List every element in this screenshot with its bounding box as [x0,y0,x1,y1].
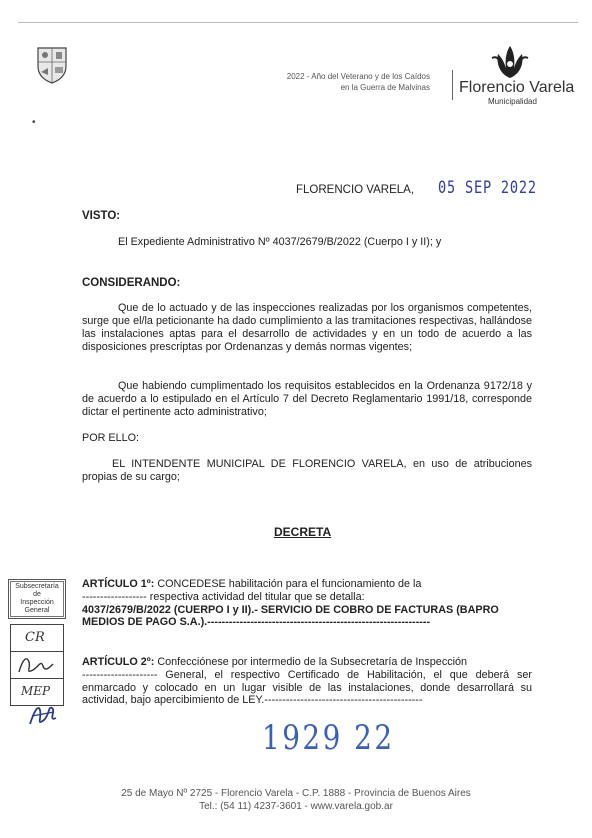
article-1-line-4: MEDIOS DE PAGO S.A.).-------------------------------------------------------------- [82,616,431,629]
subsecretaria-stamp [8,579,66,619]
motto-line-2: en la Guerra de Malvinas [340,83,430,92]
municipal-shield-icon [36,44,68,84]
handwritten-initials-icon [11,652,63,678]
article-2-line-2: --------------------- General, el respectivo Certificado de Habilitación, el que deberá ser enmarcado y colocado en un lugar visible de las instalaciones, donde desarrollará su actividad, bajo apercibimiento de LEY.-------------------------------------------- [82,668,532,707]
initials-1: CR [25,630,45,645]
header-separator [452,70,453,100]
motto-line-1: 2022 - Año del Veterano y de los Caídos [286,72,430,81]
florencio-varela-logo-icon [488,44,532,80]
article-1-line-1: CONCEDESE habilitación para el funcionamiento de la [157,578,422,590]
article-1 [82,578,532,629]
stamp-line-1: Subsecretaría [15,583,59,590]
brand-subtitle: Municipalidad [488,97,537,106]
date-stamp: 05 SEP 2022 [438,178,537,198]
year-motto [200,71,430,93]
article-1-line-3: 4037/2679/B/2022 (CUERPO I y II).- SERVICIO DE COBRO DE FACTURAS (BAPRO [82,603,499,616]
footer-contact: Tel.: (54 11) 4237-3601 - www.varela.gob.ar [199,801,393,812]
brand-name: Florencio Varela [459,79,575,96]
initials-3: MEP [21,684,51,698]
considerando-paragraph-2: Que habiendo cumplimentado los requisitos establecidos en la Ordenanza 9172/18 y de acuerdo a lo estipulado en el Artículo 7 del Decreto Reglamentario 1991/18, corresponde dictar el pertinente acto administrativo; [82,380,532,418]
decreta-heading: DECRETA [274,525,332,539]
stamp-line-2: de [33,591,41,598]
intendente-text: EL INTENDENTE MUNICIPAL DE FLORENCIO VARELA, en uso de atribuciones propias de su cargo; [82,458,532,483]
por-ello: POR ELLO: [82,432,140,444]
article-2 [82,656,532,707]
signature-icon [26,700,60,730]
initials-box-2 [10,651,64,679]
date-place: FLORENCIO VARELA, [296,184,415,196]
top-divider [18,22,578,23]
stamp-line-3: Inspección [20,599,54,606]
article-1-label: ARTÍCULO 1º: [82,578,155,590]
margin-mark: • [32,117,36,128]
considerando-heading: CONSIDERANDO: [82,277,181,289]
stamp-line-4: General [24,607,50,614]
visto-text: El Expediente Administrativo Nº 4037/2679/B/2022 (Cuerpo I y II); y [118,236,442,248]
initials-box-1 [10,624,64,652]
article-1-line-2: ------------------ respectiva actividad del titular que se detalla: [82,590,365,603]
decree-number-stamp: 1929 22 [262,718,395,758]
considerando-paragraph-1: Que de lo actuado y de las inspecciones realizadas por los organismos competentes, surge que el/la peticionante ha dado cumplimiento a las tramitaciones respectivas, hallándose las instalaciones aptas para el desarrollo de actividades y en un todo de acuerdo a las disposiciones prescriptas por Ordenanzas y demás normas vigentes; [82,302,532,353]
visto-heading: VISTO: [82,210,121,222]
article-2-label: ARTÍCULO 2º: [82,656,155,668]
footer-address: 25 de Mayo Nº 2725 - Florencio Varela - C.P. 1888 - Provincia de Buenos Aires [121,788,471,799]
article-2-line-1: Confecciónese por intermedio de la Subsecretaría de Inspección [157,656,468,668]
